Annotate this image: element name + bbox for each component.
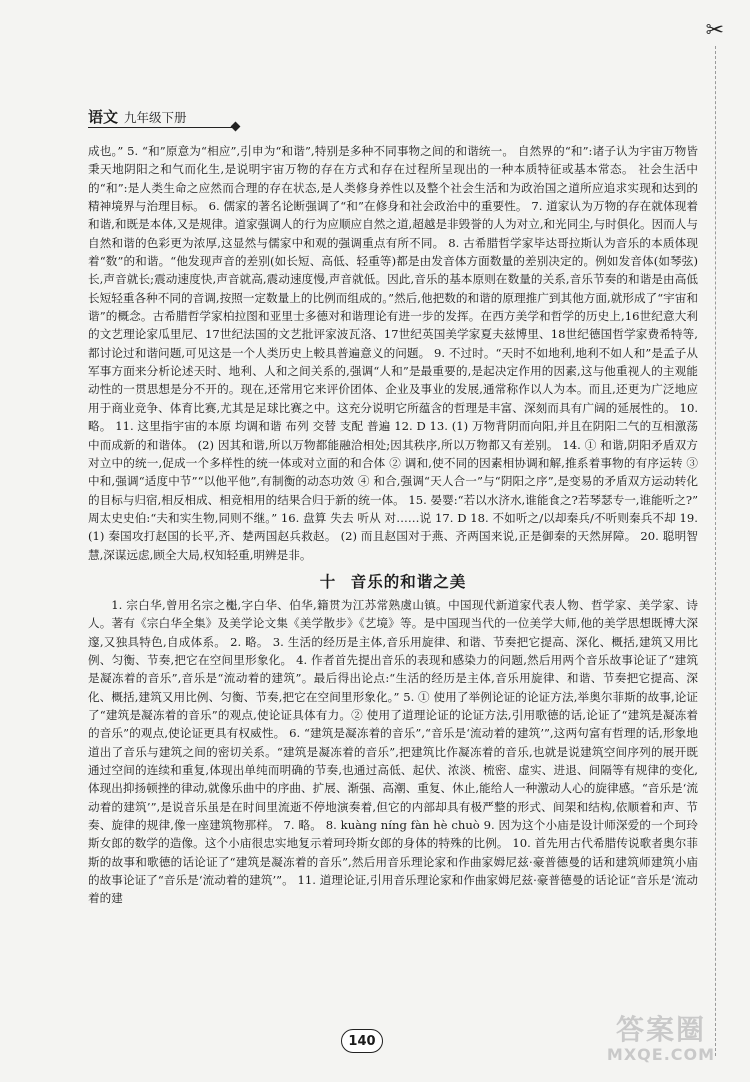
- page-number: 140: [348, 1033, 376, 1049]
- grade-label: 九年级下册: [124, 109, 187, 125]
- watermark-logo: [602, 1014, 720, 1072]
- page-content: [88, 142, 698, 908]
- answer-paragraph-top: 成也。” 5. “和”原意为“相应”,引申为“和谐”,特别是多种不同事物之间的和谐统一。 自然界的“和”:诸子认为宇宙万物皆秉天地阴阳之和气而化生,是说明宇宙万物的存在方式和存在过程所呈现出的一种本质特征或基本常态。 社会生活中的“和”:是人类生命之应然而合理的存在状态,是人类修身养性以及整个社会生活和为政治国之道所应追求实现和达到的精神境界与治理目标。 6. 儒家的著名论断强调了“和”在修身和社会政治中的重要性。 7. 道家认为万物的存在就体现着和谐,和既是本体,又是规律。道家强调人的行为应顺应自然之道,超越是非毁誉的人为对立,和光同尘,与时俱化。因而人与自然和谐的色彩更为浓厚,这显然与儒家中和观的强调重点有所不同。 8. 古希腊哲学家毕达哥拉斯认为音乐的本质体现着“数”的和谐。“他发现声音的差别(如长短、高低、轻重等)都是由发音体方面数量的差别决定的。例如发音体(如琴弦)长,声音就长;震动速度快,声音就高,震动速度慢,声音就低。因此,音乐的基本原则在数量的关系,音乐节奏的和谐是由高低长短轻重各种不同的音调,按照一定数量上的比例而组成的。”然后,他把数的和谐的原理推广到其他方面,就形成了“宇宙和谐”的概念。古希腊哲学家柏拉图和亚里士多德对和谐理论有进一步的发挥。在西方美学和哲学的历史上,16世纪意大利的文艺理论家瓜里尼、17世纪法国的文艺批评家波瓦洛、17世纪英国美学家夏夫兹博里、18世纪德国哲学家费希特等,都讨论过和谐问题,可见这是一个人类历史上較具普遍意义的问题。 9. 不过时。“天时不如地利,地利不如人和”是孟子从军事方面来分析论述天时、地利、人和之间关系的,强调“人和”是最重要的,是起决定作用的因素,这与他重视人的主观能动性的一贯思想是分不开的。现在,还常用它来评价团体、企业及事业的发展,通常称作以人为本。而且,还更为广泛地应用于商业竞争、体育比赛,尤其是足球比赛之中。这充分说明它所蕴含的哲理是丰富、深刻而具有广阔的延展性的。 10. 略。 11. 这里指宇宙的本原 均调和谐 布列 交替 支配 普遍 12. D 13. (1) 万物背阴而向阳,并且在阴阳二气的互相激荡中而成新的和谐体。 (2) 因其和谐,所以万物都能融洽相处;因其秩序,所以万物都又有差别。 14. ① 和谐,阴阳矛盾双方对立中的统一,促成一个多样性的统一体或对立面的和合体 ② 调和,使不同的因素相协调和解,推系着事物的有序运转 ③ 中和,强调“适度中节”“以他平他”,有制衡的动态功效 ④ 和合,强调“天人合一”与“阴阳之序”,是变易的矛盾双方运动转化的目标与归宿,相反相成、相竞相用的结果合归于新的统一体。 15. 晏婴:“若以水济水,谁能食之?若琴瑟专一,谁能听之?” 周太史史伯:“夫和实生物,同则不继。” 16. 盘算 失去 听从 对……说 17. D 18. 不如听之/以却秦兵/不听则秦兵不却 19. (1) 秦国攻打赵国的长平,齐、楚两国赵兵救赵。 (2) 而且赵国对于燕、齐两国来说,正是御秦的天然屏障。 20. 聪明智慧,深谋远虑,顾全大局,权知轻重,明辨是非。: [88, 144, 698, 562]
- watermark-url: MXQE.COM: [606, 1045, 716, 1064]
- cut-line: [715, 46, 716, 1056]
- page-header: [88, 106, 187, 127]
- section-number: 十: [319, 571, 337, 591]
- subject-label: 语文: [88, 108, 119, 126]
- watermark-title: 答案圈: [615, 1013, 706, 1046]
- header-rule: [88, 127, 236, 128]
- scissors-icon: ✂: [705, 18, 724, 43]
- page-number-badge: [341, 1029, 383, 1053]
- answer-paragraph-bottom: 1. 宗白华,曾用名宗之櫆,字白华、伯华,籍贯为江苏常熟虞山镇。中国现代新道家代表人物、哲学家、美学家、诗人。著有《宗白华全集》及美学论文集《美学散步》《艺境》等。是中国现当代的一位美学大师,他的美学思想既博大深邃,又独具特色,自成体系。 2. 略。 3. 生活的经历是主体,音乐用旋律、和谐、节奏把它提高、深化、概括,建筑又用比例、匀衡、节奏,把它在空间里形象化。 4. 作者首先提出音乐的表现和感染力的问题,然后用两个音乐故事论证了“建筑是凝冻着的音乐”,音乐是“流动着的建筑”。最后得出论点:“生活的经历是主体,音乐用旋律、和谐、节奏把它提高、深化、概括,建筑又用比例、匀衡、节奏,把它在空间里形象化。” 5. ① 使用了举例论证的论证方法,举奥尔菲斯的故事,论证了“建筑是凝冻着的音乐”的观点,使论证具体有力。② 使用了道理论证的论证方法,引用歌德的话,论证了“建筑是凝冻着的音乐”的观点,使论证更具有权威性。 6. “建筑是凝冻着的音乐”,“音乐是‘流动着的建筑’”,这两句富有哲理的话,形象地道出了音乐与建筑之间的密切关系。“建筑是凝冻着的音乐”,把建筑比作凝冻着的音乐,也就是说建筑空间序列的展开既通过空间的连续和重复,体现出单纯而明确的节奏,也通过高低、起伏、浓淡、梳密、虚实、进退、间隔等有规律的变化,体现出抑扬顿挫的律动,就像乐曲中的序曲、扩展、渐强、高潮、重复、休止,能给人一种激动人心的旋律感。“音乐是‘流动着的建筑’”,是说音乐虽是在时间里流逝不停地演奏着,但它的内部却具有极严整的形式、间架和结构,依顺着和声、节奏、旋律的规律,像一座建筑物那样。 7. 略。 8. kuàng níng fàn hè chuò 9. 因为这个小庙是设计师深爱的一个珂玲斯女郎的数学的造像。这个小庙很忠实地复示着珂玲斯女郎的身体的特殊的比例。 10. 首先用古代希腊传说歌者奥尔菲斯的故事和歌德的话论证了“建筑是凝冻着的音乐”,然后用音乐理论家和作曲家姆尼兹·豪普德曼的话和建筑师建筑小庙的故事论证了“音乐是‘流动着的建筑’”。 11. 道理论证,引用音乐理论家和作曲家姆尼兹·豪普德曼的话论证“音乐是‘流动着的建: [88, 597, 698, 906]
- section-title: 音乐的和谐之美: [350, 571, 467, 591]
- section-heading: [88, 570, 698, 592]
- header-diamond-icon: [231, 122, 241, 132]
